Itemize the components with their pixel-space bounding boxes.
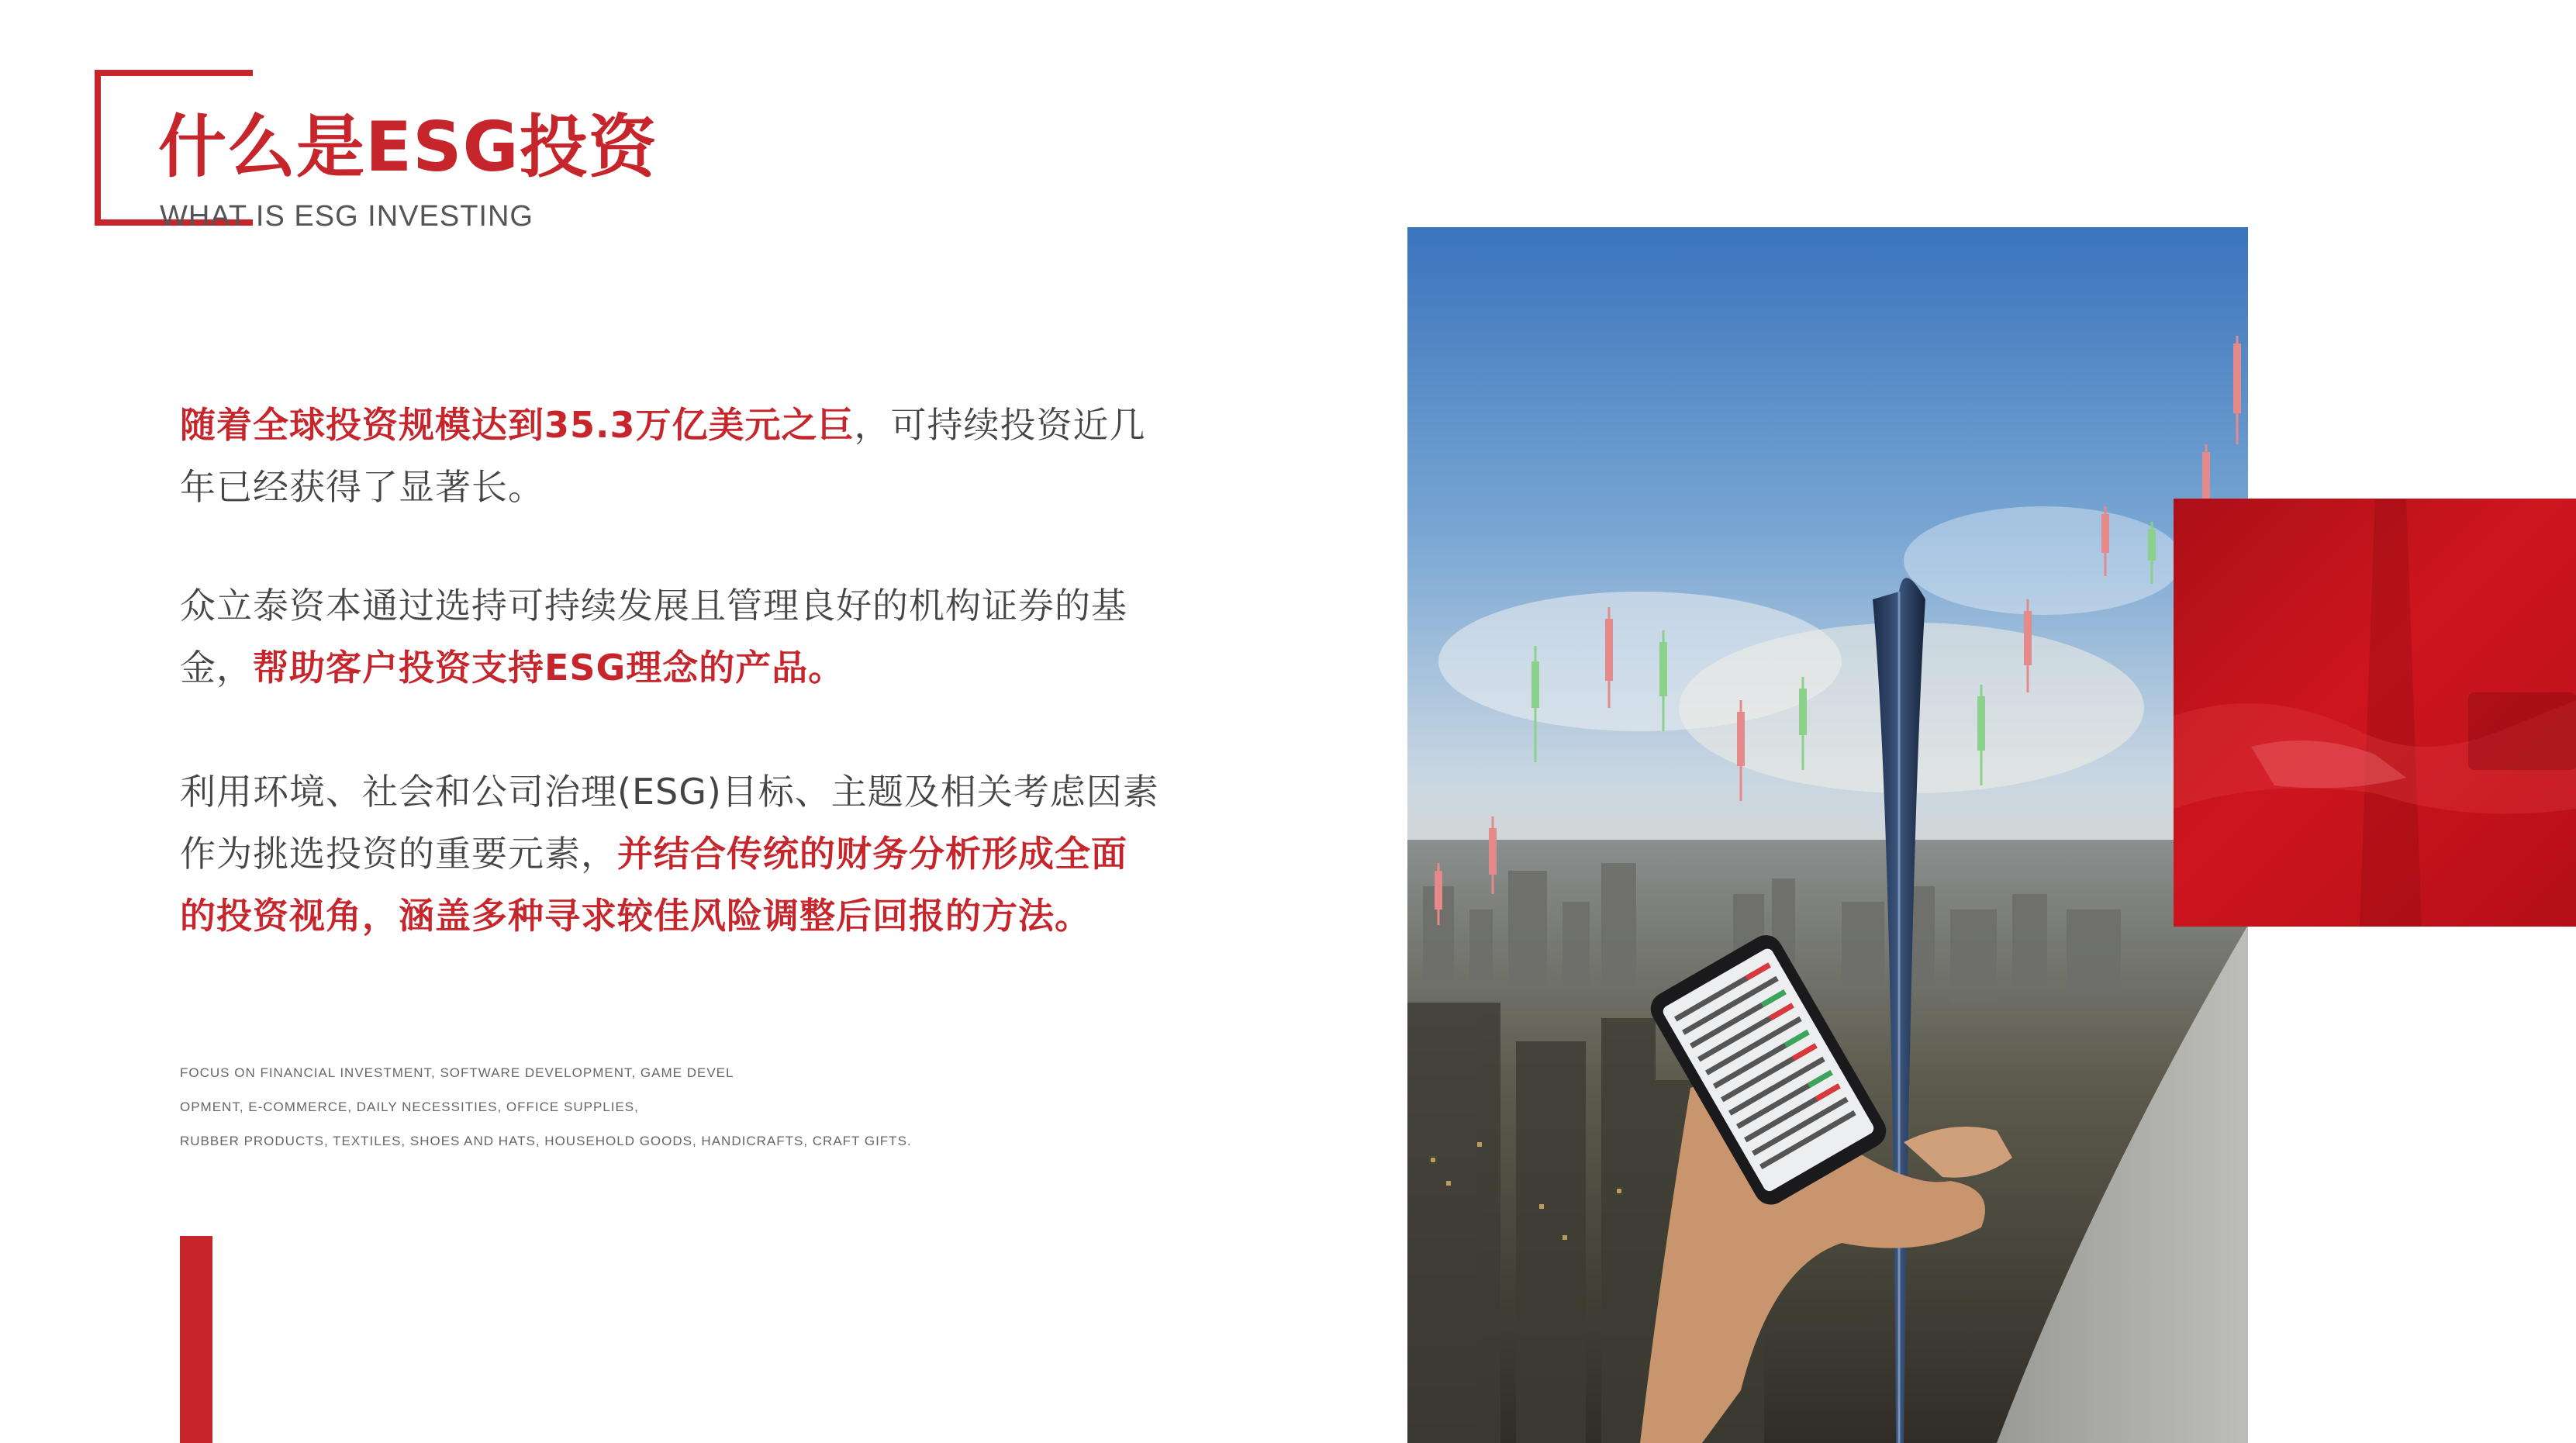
paragraph-2-highlight: 帮助客户投资支持ESG理念的产品。	[253, 647, 845, 689]
paragraph-1	[180, 394, 1234, 518]
paragraph-3-highlight-a: 并结合传统的财务分析形成全面	[617, 833, 1127, 875]
paragraph-3-line1: 利用环境、社会和公司治理(ESG)目标、主题及相关考虑因素	[180, 771, 1159, 813]
paragraph-3	[180, 761, 1234, 947]
paragraph-1-line2: 年已经获得了显著长。	[180, 466, 544, 508]
accent-bar	[180, 1236, 212, 1443]
paragraph-2	[180, 575, 1234, 699]
paragraph-3-line2-start: 作为挑选投资的重要元素，	[180, 833, 617, 875]
red-accent-image	[2174, 499, 2576, 927]
city-photo-illustration	[1407, 227, 2248, 1443]
paragraph-1-line1-rest: ，可持续投资近几	[854, 404, 1146, 446]
paragraph-2-line1: 众立泰资本通过选持可持续发展且管理良好的机构证券的基	[180, 585, 1127, 627]
paragraph-3-highlight-b: 的投资视角，涵盖多种寻求较佳风险调整后回报的方法。	[180, 895, 1091, 937]
page-title: 什么是ESG投资	[158, 107, 658, 187]
page-subtitle: WHAT IS ESG INVESTING	[160, 200, 534, 233]
footer-line-1: FOCUS ON FINANCIAL INVESTMENT, SOFTWARE DEVELOPMENT, GAME DEVEL	[180, 1065, 734, 1080]
footer-text	[180, 1056, 955, 1158]
paragraph-1-highlight: 随着全球投资规模达到35.3万亿美元之巨	[180, 404, 855, 446]
paragraph-2-line2-start: 金，	[180, 647, 253, 689]
footer-line-3: RUBBER PRODUCTS, TEXTILES, SHOES AND HATS, HOUSEHOLD GOODS, HANDICRAFTS, CRAFT GIFTS.	[180, 1134, 912, 1148]
city-stock-photo	[1407, 227, 2248, 1443]
footer-line-2: OPMENT, E-COMMERCE, DAILY NECESSITIES, OFFICE SUPPLIES,	[180, 1100, 639, 1114]
red-hands-illustration	[2174, 499, 2576, 927]
